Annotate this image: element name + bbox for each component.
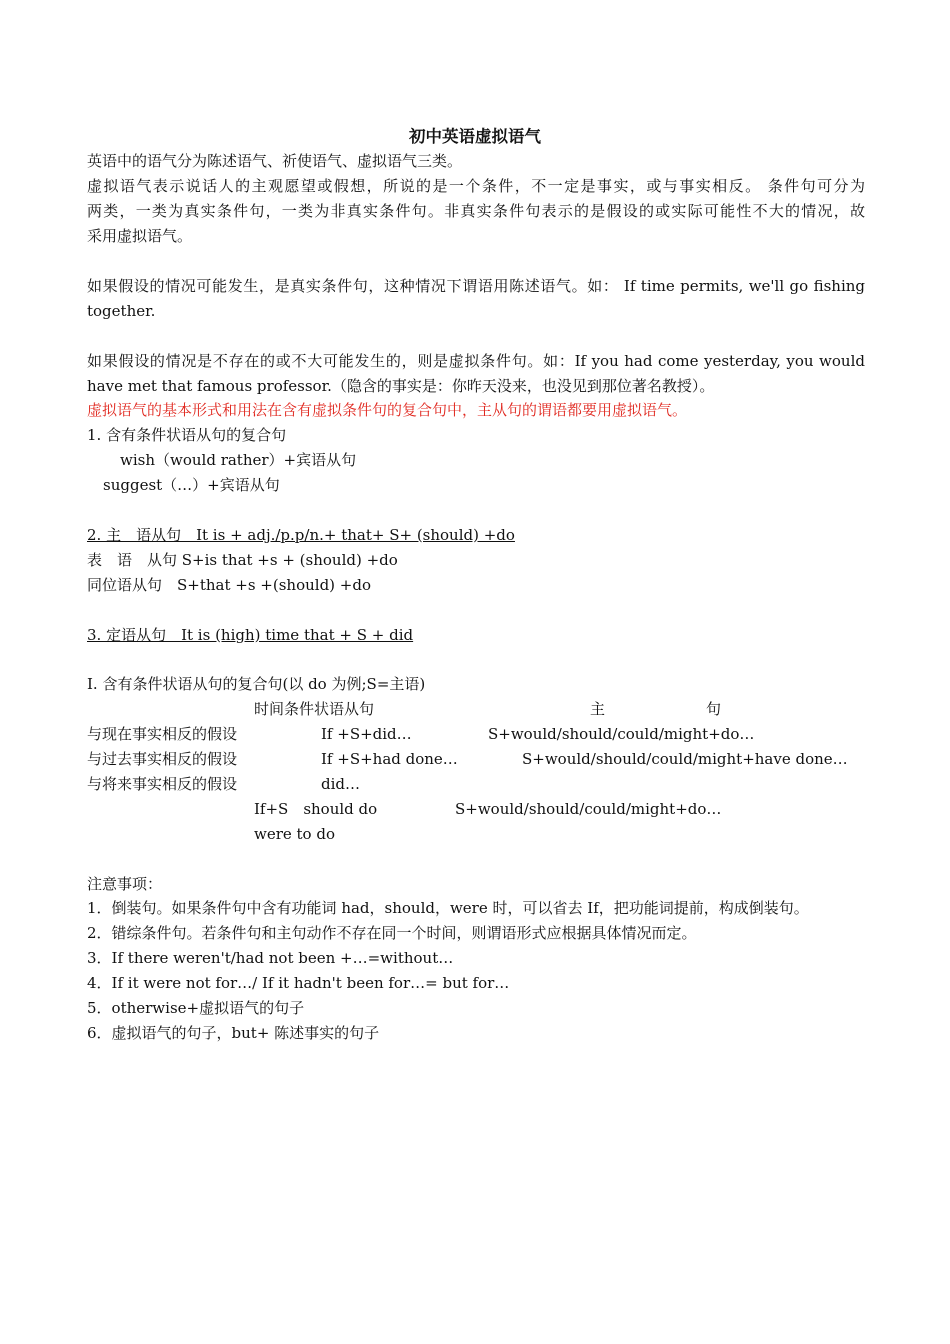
section-1-item-suggest: suggest（…）+宾语从句 (103, 476, 280, 494)
row-present-label: 与现在事实相反的假设 (87, 725, 238, 743)
intro-paragraph-1: 英语中的语气分为陈述语气、祈使语气、虚拟语气三类。 (87, 152, 463, 170)
section-2-appositive: 同位语从句 S+that +s +(should) +do (87, 576, 371, 594)
section-2-heading: 2. 主 语从句 It is + adj./p.p/n.+ that+ S+ (should) +do (87, 526, 515, 544)
unreal-condition-line-2: have met that famous professor.（隐含的事实是：你昨天没来，也没见到那位著名教授）。 (87, 377, 715, 395)
row-past-clause: If +S+had done… (321, 750, 458, 768)
column-header-main-2: 句 (706, 700, 722, 718)
page-title: 初中英语虚拟语气 (409, 127, 541, 146)
real-condition-line-2: together. (87, 302, 156, 320)
row-present-main: S+would/should/could/might+do… (488, 725, 755, 743)
row-future-main: S+would/should/could/might+do… (455, 800, 722, 818)
row-future-clause-were-to: were to do (254, 825, 335, 843)
real-condition-line-1: 如果假设的情况可能发生，是真实条件句，这种情况下谓语用陈述语气。如： If time permits, we'll go fishing (87, 277, 865, 295)
highlight-note: 虚拟语气的基本形式和用法在含有虚拟条件句的复合句中，主从句的谓语都要用虚拟语气。 (87, 401, 688, 419)
row-future-clause-did: did… (321, 775, 361, 793)
row-past-label: 与过去事实相反的假设 (87, 750, 238, 768)
notes-item: 2．错综条件句。若条件句和主句动作不存在同一个时间，则谓语形式应根据具体情况而定。 (87, 924, 697, 942)
column-header-clause: 时间条件状语从句 (254, 700, 375, 718)
notes-item: 1．倒装句。如果条件句中含有功能词 had，should，were 时，可以省去 If，把功能词提前，构成倒装句。 (87, 899, 809, 917)
notes-item: 6．虚拟语气的句子，but+ 陈述事实的句子 (87, 1024, 380, 1042)
row-present-clause: If +S+did… (321, 725, 412, 743)
intro-paragraph-2-line-1: 虚拟语气表示说话人的主观愿望或假想，所说的是一个条件，不一定是事实，或与事实相反。 条件句可分为 (87, 177, 865, 195)
row-past-main: S+would/should/could/might+have done… (522, 750, 848, 768)
notes-item: 3．If there weren't/had not been +…=without… (87, 949, 454, 967)
row-future-label: 与将来事实相反的假设 (87, 775, 238, 793)
section-3-heading: 3. 定语从句 It is (high) time that + S + did (87, 626, 414, 644)
intro-paragraph-2-line-2: 两类，一类为真实条件句，一类为非真实条件句。非真实条件句表示的是假设的或实际可能性不大的情况，故 (87, 202, 865, 220)
notes-heading: 注意事项： (87, 875, 163, 893)
intro-paragraph-2-line-3: 采用虚拟语气。 (87, 227, 193, 245)
row-future-clause-should: If+S should do (254, 800, 378, 818)
section-2-predicative: 表 语 从句 S+is that +s + (should) +do (87, 551, 398, 569)
notes-item: 4．If it were not for…/ If it hadn't been for…= but for… (87, 974, 510, 992)
section-1-heading: 1. 含有条件状语从句的复合句 (87, 426, 287, 444)
unreal-condition-line-1: 如果假设的情况是不存在的或不大可能发生的，则是虚拟条件句。如：If you had come yesterday, you would (87, 352, 865, 370)
notes-item: 5．otherwise+虚拟语气的句子 (87, 999, 305, 1017)
section-1-item-wish: wish（would rather）+宾语从句 (120, 451, 357, 469)
table-heading: I. 含有条件状语从句的复合句(以 do 为例;S=主语) (87, 675, 426, 693)
column-header-main-1: 主 (590, 700, 606, 718)
